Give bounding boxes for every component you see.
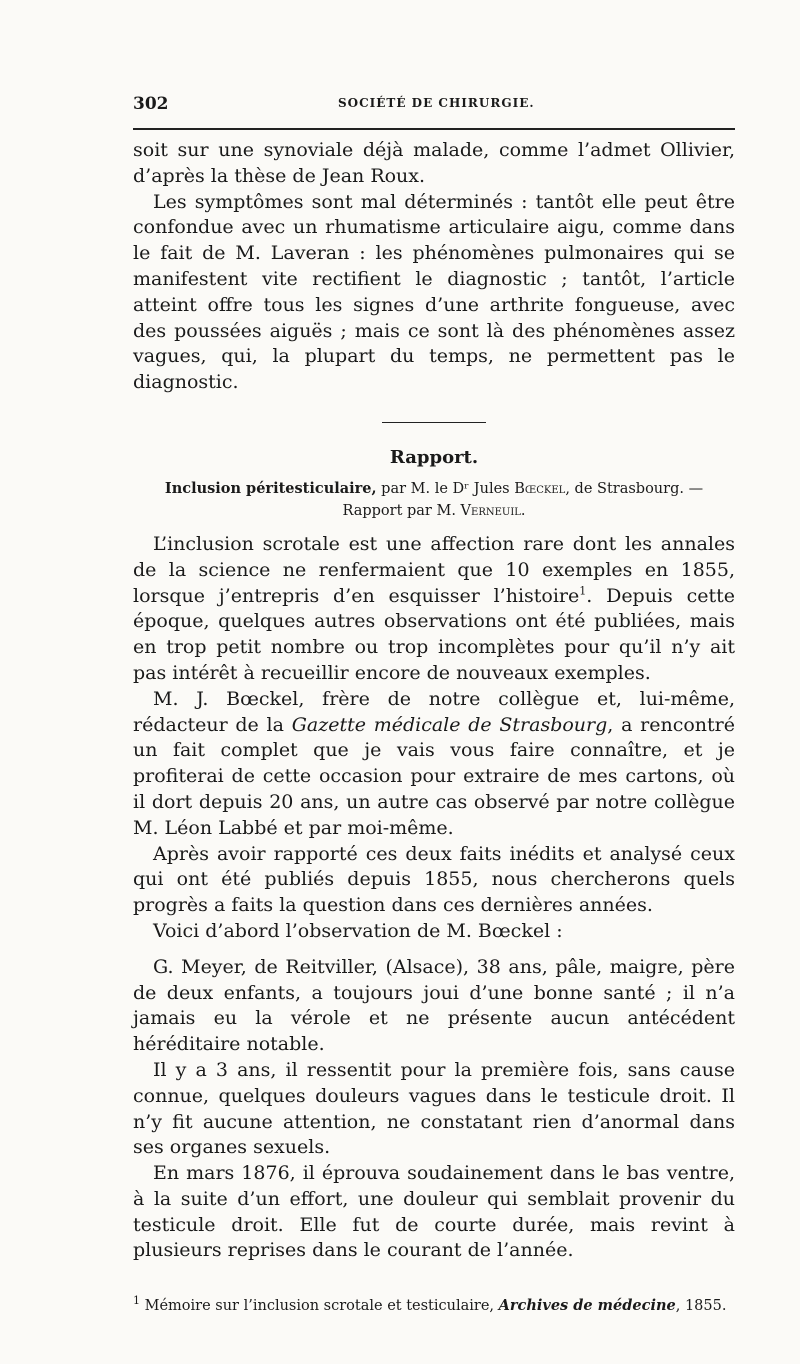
paragraph-7: G. Meyer, de Reitviller, (Alsace), 38 ans, pâle, maigre, père de deux enfants, a toujours joui d’une bonne santé ; il n’a jamais eu la vérole et ne présente aucun antécédent héréditaire notable. (133, 955, 735, 1056)
page-number: 302 (133, 94, 169, 114)
paragraph-4-text-b: , a rencontré un fait complet que je vais vous faire connaître, et je profiterai de cette occasion pour extraire de mes cartons, où il dort depuis 20 ans, un autre cas observé par notre collègue M. Léon Labbé et par moi-même. (133, 713, 735, 839)
page (133, 88, 735, 1318)
paragraph-9: En mars 1876, il éprouva soudainement dans le bas ventre, à la suite d’un effort, une douleur qui semblait provenir du testicule droit. Elle fut de courte durée, mais revint à plusieurs reprises dans le courant de l’année. (133, 1162, 735, 1262)
paragraph-6: Voici d’abord l’observation de M. Bœckel : (153, 919, 563, 942)
paragraph-1: soit sur une synoviale déjà malade, comme l’admet Ollivier, d’après la thèse de Jean Roux. (133, 139, 735, 187)
section-separator (382, 422, 486, 423)
journal-title: Gazette médicale de Strasbourg (291, 713, 608, 736)
paragraph-2: Les symptômes sont mal déterminés : tantôt elle peut être confondue avec un rhumatisme articulaire aigu, comme dans le fait de M. Laveran : les phénomènes pulmonaires qui se manifestent vite rectifient le diagnostic ; tantôt, l’article atteint offre tous les signes d’une arthrite fongueuse, avec des poussées aiguës ; mais ce sont là des phénomènes assez vagues, qui, la plupart du temps, ne permettent pas le diagnostic. (133, 190, 735, 394)
footnote-journal: Archives de médecine (498, 1297, 676, 1315)
footnote-ref: 1 (579, 584, 587, 598)
footnote-mark: 1 (133, 1294, 140, 1308)
subtitle-author: Bœckel (514, 480, 566, 497)
footnote (133, 1294, 735, 1318)
running-title: SOCIÉTÉ DE CHIRURGIE. (338, 96, 535, 110)
paragraph-8: Il y a 3 ans, il ressentit pour la première fois, sans cause connue, quelques douleurs vagues dans le testicule droit. Il n’y fit aucune attention, ne constatant rien d’anormal dans ses organes sexuels. (133, 1058, 735, 1159)
footnote-text-b: , 1855. (675, 1298, 727, 1315)
subtitle-report: Rapport par M. (342, 502, 461, 519)
paragraph-3-text-a: L’inclusion scrotale est une affection rare dont les annales de la science ne renfermaient que 10 exemples en 1855, lorsque j’entrepris d’en esquisser l’histoire (133, 532, 735, 607)
paragraph-5: Après avoir rapporté ces deux faits inédits et analysé ceux qui ont été publiés depuis 1855, nous chercherons quels progrès a faits la question dans ces dernières années. (133, 842, 735, 917)
subtitle-by: par M. le Dʳ Jules (376, 480, 515, 497)
subtitle-reporter: Verneuil. (460, 502, 526, 519)
paragraph-3 (133, 532, 735, 687)
section-title: Rapport. (389, 446, 479, 468)
header-rule (133, 128, 735, 130)
paragraph-4 (133, 687, 735, 842)
paragraph-4-text-a: M. J. Bœckel, frère de notre collègue et, lui-même, rédacteur de la (133, 687, 735, 736)
subtitle-lead: Inclusion péritesticulaire, (164, 479, 377, 497)
paragraph-3-text-b: . Depuis cette époque, quelques autres observations ont été publiées, mais en trop petit nombre ou trop incomplètes pour qu’il n’y ait pas intérêt à recueillir encore de nouveaux exemples. (133, 584, 735, 684)
article-subtitle (133, 478, 735, 522)
page-header (133, 88, 735, 114)
subtitle-city: , de Strasbourg. — (565, 480, 704, 497)
footnote-text-a: Mémoire sur l’inclusion scrotale et testiculaire, (140, 1298, 499, 1315)
